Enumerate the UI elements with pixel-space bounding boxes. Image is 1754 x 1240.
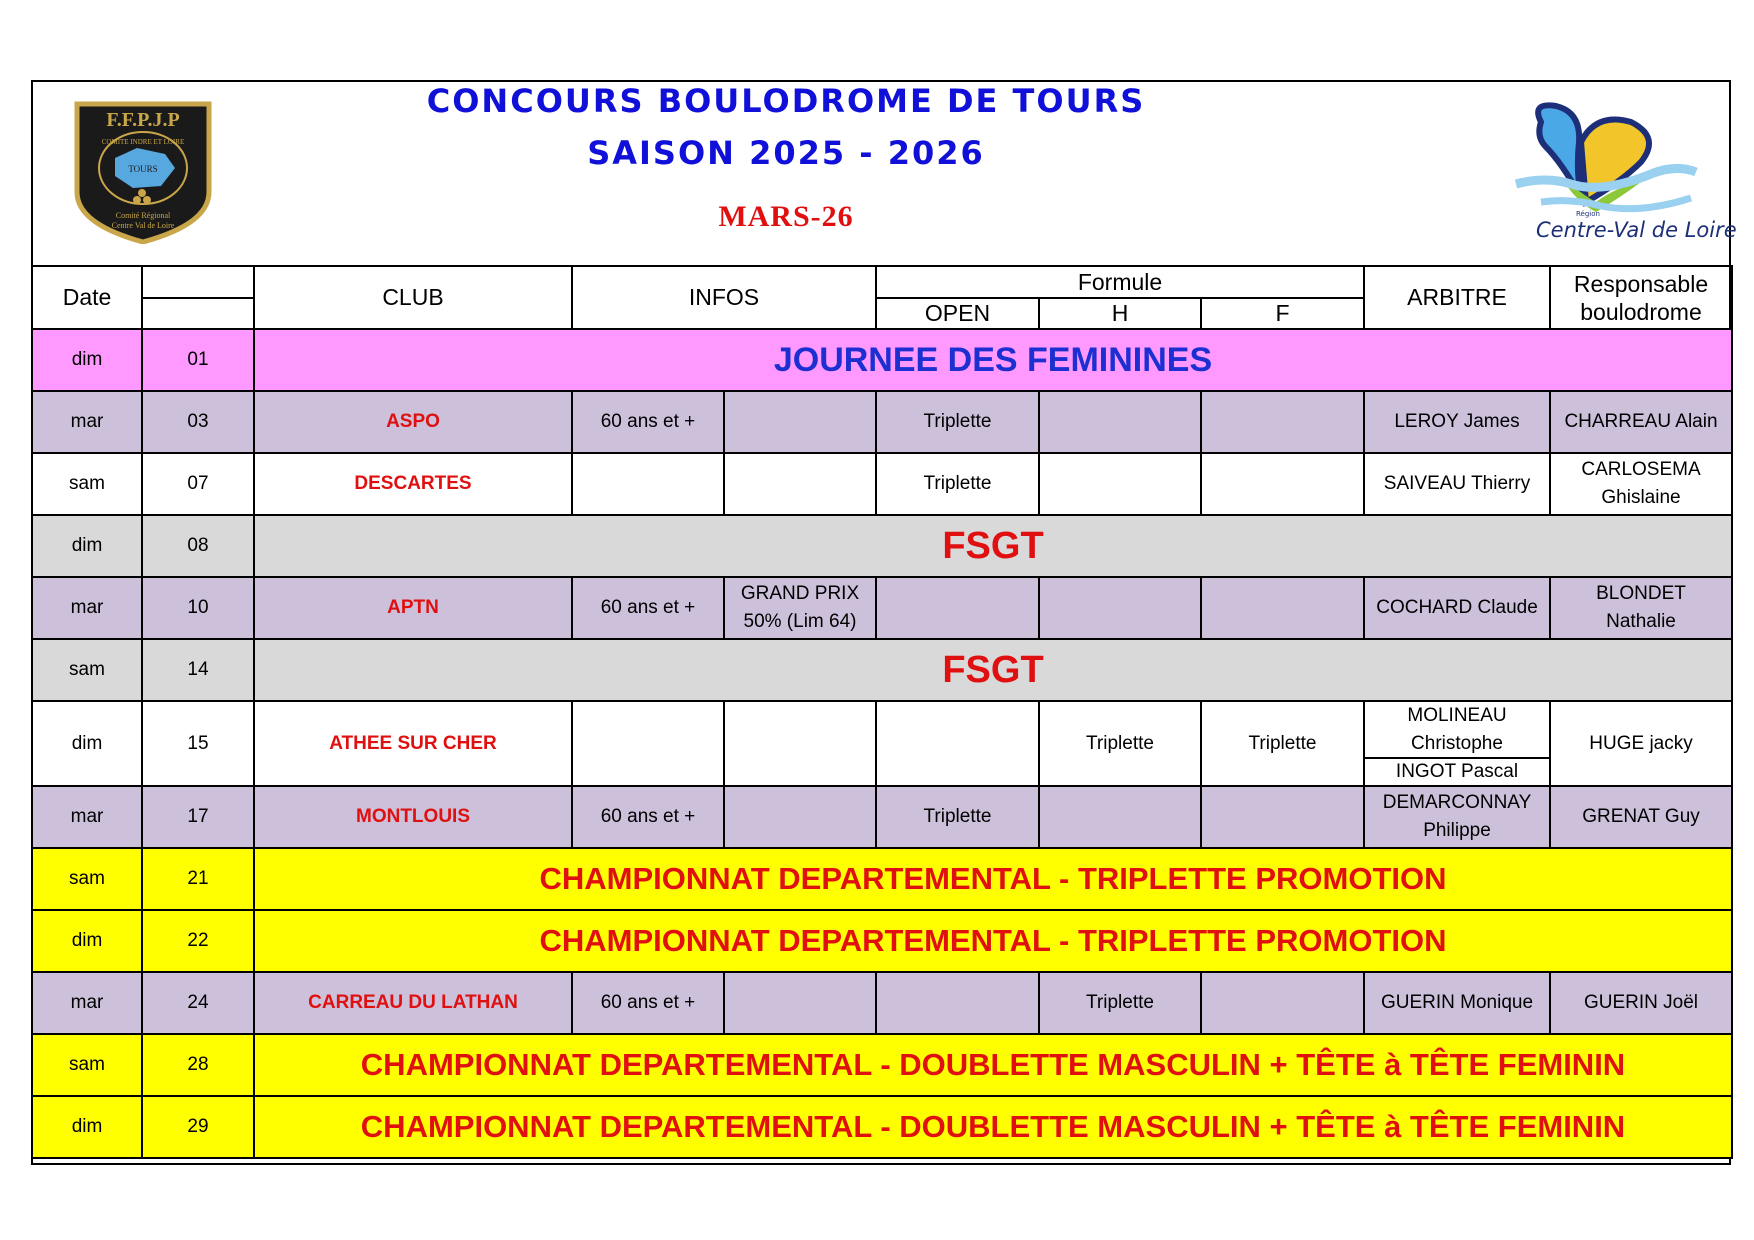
row-resp-line1: CARLOSEMA	[1581, 459, 1701, 480]
row-banner	[254, 639, 1732, 701]
row-club: APTN	[254, 577, 572, 639]
col-num-header-bottom	[142, 298, 254, 329]
row-banner	[254, 910, 1732, 972]
row-arbitre-primary	[1365, 702, 1549, 759]
col-arbitre-header: ARBITRE	[1364, 266, 1550, 329]
ffpjp-logo-sub2: Centre Val de Loire	[111, 221, 175, 230]
row-open	[876, 701, 1039, 786]
row-open: Triplette	[876, 786, 1039, 848]
row-open: Triplette	[876, 453, 1039, 515]
row-resp: HUGE jacky	[1550, 701, 1732, 786]
row-f	[1201, 786, 1364, 848]
ffpjp-logo-title: F.F.P.J.P	[106, 109, 180, 131]
schedule-table	[31, 265, 1733, 1159]
row-info1	[572, 701, 724, 786]
col-date-header: Date	[32, 266, 142, 329]
row-resp-line2: Ghislaine	[1601, 487, 1681, 508]
row-open	[876, 972, 1039, 1034]
table-row	[32, 1034, 1732, 1096]
row-arbitre-line1: DEMARCONNAY	[1382, 792, 1532, 813]
row-resp: GRENAT Guy	[1550, 786, 1732, 848]
row-info2	[724, 453, 876, 515]
table-header-row	[32, 266, 1732, 298]
col-infos-header: INFOS	[572, 266, 876, 329]
row-h	[1039, 786, 1201, 848]
banner-text: CHAMPIONNAT DEPARTEMENTAL - DOUBLETTE MASCULIN + TÊTE à TÊTE FEMININ	[360, 1047, 1626, 1082]
row-club: ASPO	[254, 391, 572, 453]
row-info2	[724, 972, 876, 1034]
month-title: MARS-26	[718, 200, 854, 233]
row-date: 21	[142, 848, 254, 910]
page-title: CONCOURS BOULODROME DE TOURS	[426, 82, 1146, 120]
row-resp: GUERIN Joël	[1550, 972, 1732, 1034]
row-arbitre: LEROY James	[1364, 391, 1550, 453]
row-h	[1039, 453, 1201, 515]
table-row	[32, 972, 1732, 1034]
row-info2-line1: GRAND PRIX	[740, 583, 860, 604]
row-arbitre-secondary: INGOT Pascal	[1395, 761, 1519, 782]
row-day: mar	[32, 786, 142, 848]
table-row	[32, 1096, 1732, 1158]
row-club: DESCARTES	[254, 453, 572, 515]
row-date: 07	[142, 453, 254, 515]
row-f	[1201, 577, 1364, 639]
col-h-header: H	[1039, 298, 1201, 329]
row-club: MONTLOUIS	[254, 786, 572, 848]
row-date: 01	[142, 329, 254, 391]
row-resp	[1550, 577, 1732, 639]
row-arbitre-line2: Philippe	[1423, 820, 1491, 841]
page-header	[31, 80, 1737, 266]
row-day: dim	[32, 910, 142, 972]
banner-text: FSGT	[942, 524, 1044, 567]
row-arbitre	[1364, 786, 1550, 848]
row-arbitre: SAIVEAU Thierry	[1364, 453, 1550, 515]
season-title: SAISON 2025 - 2026	[587, 134, 985, 172]
ffpjp-logo-icon	[71, 96, 215, 244]
row-day: dim	[32, 701, 142, 786]
col-formule-header: Formule	[876, 266, 1364, 298]
col-resp-header-line1: Responsable	[1573, 270, 1709, 297]
banner-text: CHAMPIONNAT DEPARTEMENTAL - DOUBLETTE MASCULIN + TÊTE à TÊTE FEMININ	[360, 1109, 1626, 1144]
col-f-header: F	[1201, 298, 1364, 329]
col-resp-header-line2: boulodrome	[1580, 298, 1702, 325]
row-banner	[254, 1034, 1732, 1096]
row-info2-line2: 50% (Lim 64)	[743, 611, 857, 632]
ffpjp-logo-sub1: Comité Régional	[115, 211, 171, 220]
row-club: ATHEE SUR CHER	[254, 701, 572, 786]
row-arbitre: COCHARD Claude	[1364, 577, 1550, 639]
row-day: sam	[32, 1034, 142, 1096]
row-h	[1039, 577, 1201, 639]
row-date: 22	[142, 910, 254, 972]
row-arbitre-line1: MOLINEAU	[1407, 704, 1507, 726]
region-name-label: Centre-Val de Loire	[1536, 218, 1737, 242]
col-num-header-top	[142, 266, 254, 298]
region-small-label: Région	[1576, 210, 1600, 218]
row-day: dim	[32, 329, 142, 391]
row-date: 15	[142, 701, 254, 786]
row-h: Triplette	[1039, 972, 1201, 1034]
row-banner	[254, 848, 1732, 910]
row-date: 14	[142, 639, 254, 701]
banner-text: CHAMPIONNAT DEPARTEMENTAL - TRIPLETTE PROMOTION	[539, 923, 1447, 958]
row-info2	[724, 786, 876, 848]
table-row	[32, 453, 1732, 515]
row-resp-line2: Nathalie	[1606, 611, 1676, 632]
table-row	[32, 848, 1732, 910]
row-date: 08	[142, 515, 254, 577]
row-info2	[724, 701, 876, 786]
banner-text: JOURNEE DES FEMININES	[773, 340, 1213, 379]
row-day: sam	[32, 848, 142, 910]
row-f	[1201, 972, 1364, 1034]
row-info1: 60 ans et +	[572, 577, 724, 639]
row-day: sam	[32, 453, 142, 515]
row-day: sam	[32, 639, 142, 701]
row-f	[1201, 391, 1364, 453]
row-banner	[254, 515, 1732, 577]
table-row	[32, 577, 1732, 639]
row-date: 24	[142, 972, 254, 1034]
row-f	[1201, 453, 1364, 515]
row-resp	[1550, 453, 1732, 515]
row-h: Triplette	[1039, 701, 1201, 786]
row-arbitre: GUERIN Monique	[1364, 972, 1550, 1034]
row-h	[1039, 391, 1201, 453]
table-row	[32, 910, 1732, 972]
row-info1: 60 ans et +	[572, 391, 724, 453]
row-f: Triplette	[1201, 701, 1364, 786]
row-arbitre-line2: Christophe	[1411, 732, 1503, 754]
row-day: dim	[32, 515, 142, 577]
row-day: mar	[32, 972, 142, 1034]
row-date: 29	[142, 1096, 254, 1158]
row-arbitre	[1364, 701, 1550, 786]
row-date: 10	[142, 577, 254, 639]
table-row	[32, 391, 1732, 453]
row-resp-line1: BLONDET	[1596, 583, 1686, 604]
table-row	[32, 701, 1732, 786]
row-open	[876, 577, 1039, 639]
row-date: 17	[142, 786, 254, 848]
table-row	[32, 515, 1732, 577]
row-day: mar	[32, 577, 142, 639]
row-date: 28	[142, 1034, 254, 1096]
row-date: 03	[142, 391, 254, 453]
row-open: Triplette	[876, 391, 1039, 453]
col-resp-header	[1550, 266, 1732, 329]
banner-text: FSGT	[942, 648, 1044, 691]
table-row	[32, 786, 1732, 848]
ffpjp-logo-city: TOURS	[128, 164, 158, 174]
table-row	[32, 639, 1732, 701]
row-info2	[724, 577, 876, 639]
row-banner	[254, 329, 1732, 391]
col-club-header: CLUB	[254, 266, 572, 329]
row-info1: 60 ans et +	[572, 972, 724, 1034]
row-banner	[254, 1096, 1732, 1158]
banner-text: CHAMPIONNAT DEPARTEMENTAL - TRIPLETTE PROMOTION	[539, 861, 1447, 896]
ffpjp-logo-ring: COMITE INDRE ET LOIRE	[101, 138, 185, 146]
row-info2	[724, 391, 876, 453]
row-club: CARREAU DU LATHAN	[254, 972, 572, 1034]
row-day: dim	[32, 1096, 142, 1158]
row-day: mar	[32, 391, 142, 453]
table-row	[32, 329, 1732, 391]
row-resp: CHARREAU Alain	[1550, 391, 1732, 453]
col-open-header: OPEN	[876, 298, 1039, 329]
row-info1: 60 ans et +	[572, 786, 724, 848]
row-info1	[572, 453, 724, 515]
